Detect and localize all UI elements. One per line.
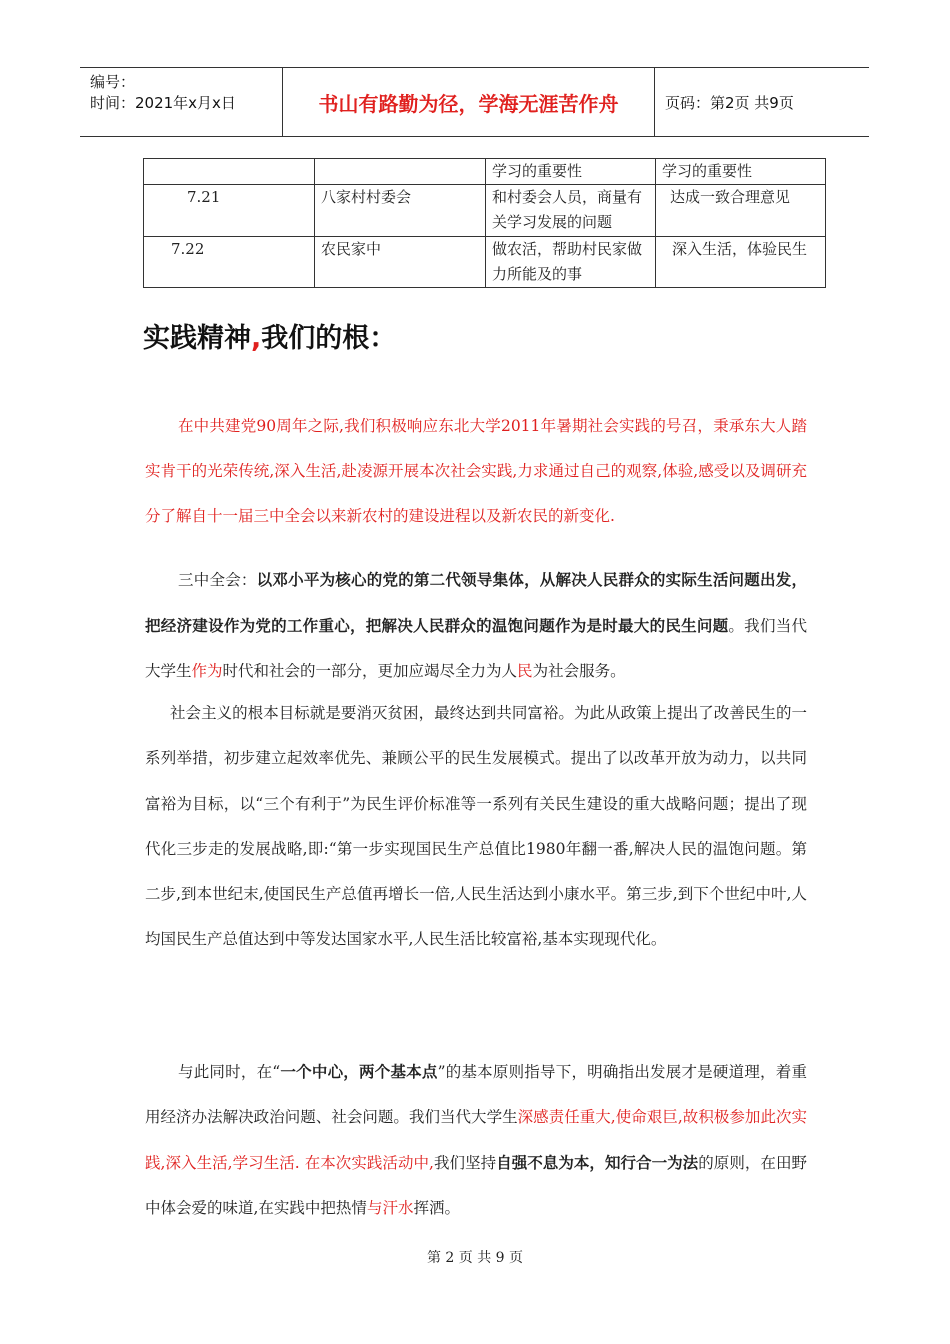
table-cell <box>144 159 315 185</box>
table-cell: 达成一致合理意见 <box>656 185 826 237</box>
page-footer: 第 2 页 共 9 页 <box>426 1250 524 1266</box>
schedule-table <box>143 158 826 288</box>
page-header <box>80 67 869 137</box>
heading-part-1: 实践精神 <box>143 323 251 354</box>
paragraph-practice <box>145 1049 807 1231</box>
plenum-text-3: 为社会服务。 <box>532 662 626 680</box>
number-label: 编号： <box>90 73 136 91</box>
heading-comma: , <box>251 323 262 354</box>
heading-part-2: 我们的根： <box>261 323 397 354</box>
practice-red-1: 深感责任重大,使命艰巨,故积极参加此次实践,深入生活,学习生活. 在本次实践活动中, <box>145 1108 807 1172</box>
practice-text-4: 的原则，在田野中体会爱的味道,在实践中把热情 <box>145 1154 807 1217</box>
table-row <box>144 185 826 237</box>
table-row <box>144 237 826 288</box>
paragraph-socialism: 社会主义的根本目标就是要消灭贫困，最终达到共同富裕。为此从政策上提出了改善民生的一系列举措，初步建立起效率优先、兼顾公平的民生发展模式。提出了以改革开放为动力，以共同富裕为目标，以“三个有利于”为民生评价标准等一系列有关民生建设的重大战略问题；提出了现代化三步走的发展战略,即:“第一步实现国民生产总值比1980年翻一番,解决人民的温饱问题。第二步,到本世纪末,使国民生产总值再增长一倍,人民生活达到小康水平。第三步,到下个世纪中叶,人均国民生产总值达到中等发达国家水平,人民生活比较富裕,基本实现现代化。 <box>145 704 807 949</box>
practice-bold-1: 一个中心，两个基本点 <box>280 1062 438 1081</box>
table-cell: 学习的重要性 <box>656 159 826 185</box>
table-cell: 7.21 <box>144 185 315 237</box>
plenum-bold: 以邓小平为核心的党的第二代领导集体，从解决人民群众的实际生活问题出发，把经济建设作为党的工作重心，把解决人民群众的温饱问题作为是时最大的民生问题 <box>145 570 807 635</box>
table-cell: 学习的重要性 <box>486 159 656 185</box>
practice-text-2: ”的基本原则指导下，明确指出发展才是硬道理，着重用经济办法解决政治问题、社会问题。我们当代大学生 <box>145 1063 807 1126</box>
paragraph-intro: 在中共建党90周年之际,我们积极响应东北大学2011年暑期社会实践的号召，秉承东大人踏实肯干的光荣传统,深入生活,赴凌源开展本次社会实践,力求通过自己的观察,体验,感受以及调研充分了解自十一届三中全会以来新农村的建设进程以及新农民的新变化. <box>145 417 807 525</box>
practice-bold-2: 自强不息为本，知行合一为法 <box>496 1153 699 1172</box>
time-label: 时间：2021年x月x日 <box>90 94 236 112</box>
table-cell: 做农活，帮助村民家做力所能及的事 <box>486 237 656 288</box>
practice-text-3: 我们坚持 <box>433 1154 497 1172</box>
table-cell <box>315 159 486 185</box>
section-heading <box>143 316 396 355</box>
table-cell: 深入生活，体验民生 <box>656 237 826 288</box>
table-cell: 八家村村委会 <box>315 185 486 237</box>
header-motto: 书山有路勤为径，学海无涯苦作舟 <box>282 68 655 136</box>
practice-red-2: 与汗水 <box>366 1199 414 1217</box>
practice-text-5: 挥洒。 <box>413 1199 460 1217</box>
header-page-code: 页码：第2页 共9页 <box>665 93 794 112</box>
table-cell: 农民家中 <box>315 237 486 288</box>
plenum-lead: 三中全会： <box>178 571 257 589</box>
practice-text-1: 与此同时，在“ <box>178 1063 281 1081</box>
paragraph-plenum <box>145 557 807 694</box>
plenum-red-2: 民 <box>517 662 533 680</box>
header-meta <box>80 68 282 136</box>
table-row <box>144 159 826 185</box>
plenum-text-2: 时代和社会的一部分，更加应竭尽全力为人 <box>222 662 518 680</box>
plenum-text-1: 。我们当代大学生 <box>145 617 807 680</box>
table-cell: 7.22 <box>144 237 315 288</box>
plenum-red-1: 作为 <box>191 662 223 680</box>
table-cell: 和村委会人员，商量有关学习发展的问题 <box>486 185 656 237</box>
